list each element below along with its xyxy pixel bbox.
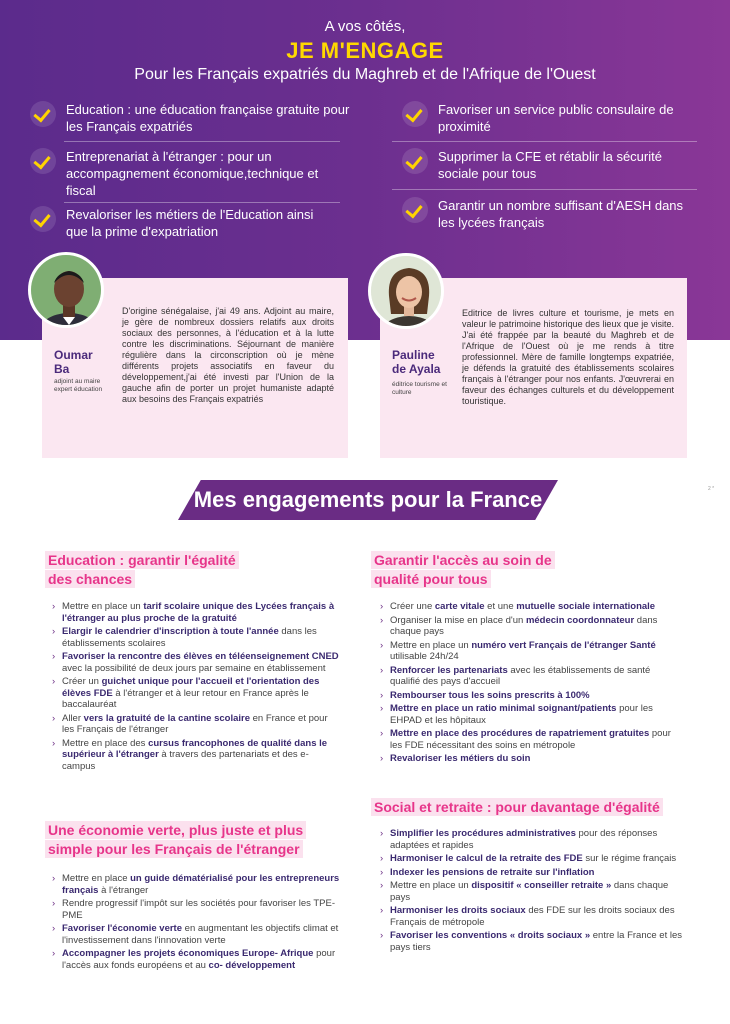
pledge-item: [402, 101, 702, 135]
list-item: › Elargir le calendrier d'inscription à toute l'année dans les établissements scolaires: [52, 626, 341, 649]
emphasis-text: Indexer les pensions de retraite sur l'inflation: [390, 866, 595, 878]
section-title-text: Social et retraite : pour davantage d'égalité: [371, 798, 663, 816]
list-item: › Mettre en place un tarif scolaire unique des Lycées français à l'étranger au plus proche de la gratuité: [52, 601, 341, 624]
candidate-last-name: Ba: [54, 362, 70, 376]
check-icon: [402, 148, 428, 174]
emphasis-text: co- développement: [208, 959, 296, 971]
list-item: › Mettre en place un guide dématérialisé pour les entrepreneurs français à l'étranger: [52, 873, 341, 896]
list-item: [380, 753, 682, 765]
divider: [64, 202, 340, 203]
emphasis-text: Renforcer les partenariats: [390, 664, 508, 676]
list-item: › Organiser la mise en place d'un médecin coordonnateur dans chaque pays: [380, 615, 682, 638]
emphasis-text: Favoriser les conventions « droits sociaux »: [390, 930, 591, 941]
bullet-list-economy: [52, 873, 341, 973]
list-item: › Mettre en place des procédures de rapatriement gratuites pour les FDE nécessitant des soins en métropole: [380, 728, 682, 751]
section-title-economy: [45, 821, 330, 859]
emphasis-text: vers la gratuité de la cantine scolaire: [83, 712, 250, 724]
emphasis-text: Harmoniser les droits sociaux: [390, 905, 526, 916]
bullet-list-social: [380, 828, 682, 955]
pledge-text: Education : une éducation française gratuite pour les Français expatriés: [66, 102, 350, 134]
list-item: › Favoriser l'économie verte en augmentant les objectifs climat et l'investissement dans l'innovation verte: [52, 923, 341, 946]
emphasis-text: numéro vert Français de l'étranger Santé: [471, 639, 656, 651]
section-title-education: [45, 551, 245, 589]
emphasis-text: guichet unique pour l'accueil et l'orientation des élèves FDE: [62, 676, 320, 699]
intro-text: A vos côtés,: [324, 18, 406, 35]
list-item: › Simplifier les procédures administratives pour des réponses adaptées et rapides: [380, 828, 682, 851]
check-icon: [30, 101, 56, 127]
pledge-text: Revaloriser les métiers de l'Education ainsi que la prime d'expatriation: [66, 207, 314, 239]
emphasis-text: carte vitale: [434, 601, 485, 612]
avatar-pauline-photo: [368, 253, 444, 329]
list-item: › Mettre en place un ratio minimal soignant/patients pour les EHPAD et les hôpitaux: [380, 703, 682, 726]
list-item: › Accompagner les projets économiques Europe- Afrique pour l'accès aux fonds européens et au co- développement: [52, 948, 341, 971]
candidate-name: [54, 348, 114, 376]
pledge-text: Garantir un nombre suffisant d'AESH dans les lycées français: [438, 198, 684, 230]
emphasis-text: médecin coordonnateur: [525, 614, 635, 626]
emphasis-text: Revaloriser les métiers du soin: [390, 753, 531, 764]
list-item: › Mettre en place un dispositif « conseiller retraite » dans chaque pays: [380, 880, 682, 903]
divider: [392, 189, 697, 190]
candidate-role: adjoint au maire expert éducation: [54, 378, 103, 393]
emphasis-text: dispositif « conseiller retraite »: [471, 880, 612, 891]
check-icon: [402, 197, 428, 223]
emphasis-text: Rembourser tous les soins prescrits à 100%: [390, 689, 590, 701]
emphasis-text: Mettre en place un ratio minimal soignant/patients: [390, 703, 617, 714]
emphasis-text: tarif scolaire unique des Lycées français à l'étranger au plus proche de la gratuité: [62, 601, 335, 624]
list-item: › Mettre en place des cursus francophones de qualité dans le supérieur à l'étranger à travers des partenariats et des e-campus: [52, 738, 341, 773]
emphasis-text: mutuelle sociale internationale: [516, 601, 656, 612]
list-item: › Harmoniser le calcul de la retraite des FDE sur le régime français: [380, 853, 682, 865]
section-title-text: Garantir l'accès au soin de qualité pour tous: [371, 551, 555, 588]
bullet-list-health: [380, 601, 682, 767]
list-item: › Renforcer les partenariats avec les établissements de santé qualifié des pays d'accueil: [380, 665, 682, 688]
list-item: [380, 867, 682, 879]
pledge-item: [402, 148, 702, 182]
candidate-first-name: Pauline: [392, 348, 435, 362]
emphasis-text: Favoriser la rencontre des élèves en téléenseignement CNED: [62, 651, 339, 662]
list-item: [380, 690, 682, 702]
bullet-list-education: [52, 601, 341, 774]
list-item: › Mettre en place un numéro vert Français de l'étranger Santé utilisable 24h/24: [380, 640, 682, 663]
emphasis-text: Harmoniser le calcul de la retraite des FDE: [390, 853, 583, 864]
emphasis-text: Simplifier les procédures administratives: [390, 828, 576, 839]
emphasis-text: Mettre en place des procédures de rapatriement gratuites: [390, 728, 650, 739]
section-title-health: [371, 551, 571, 589]
emphasis-text: Favoriser l'économie verte: [62, 923, 183, 934]
list-item: › Harmoniser les droits sociaux des FDE sur les droits sociaux des Français de métropole: [380, 905, 682, 928]
section-title-social: [371, 798, 691, 817]
check-icon: [402, 101, 428, 127]
list-item: › Favoriser les conventions « droits sociaux » entre la France et les pays tiers: [380, 930, 682, 953]
divider: [64, 141, 340, 142]
candidate-name: [392, 348, 462, 376]
list-item: › Créer une carte vitale et une mutuelle sociale internationale: [380, 601, 682, 613]
headline: JE M'ENGAGE: [286, 38, 444, 63]
candidate-role: éditrice tourisme et culture: [392, 381, 447, 396]
section-title-text: Une économie verte, plus juste et plus simple pour les Français de l'étranger: [45, 821, 306, 858]
pledge-item: [30, 148, 350, 199]
check-icon: [30, 148, 56, 174]
list-item: › Rendre progressif l'impôt sur les sociétés pour favoriser les TPE-PME: [52, 898, 341, 921]
emphasis-text: Elargir le calendrier d'inscription à toute l'année: [62, 626, 279, 637]
divider: [392, 141, 697, 142]
section-banner-title: Mes engagements pour la France: [193, 487, 543, 512]
candidate-first-name: Oumar: [54, 348, 93, 362]
check-icon: [30, 206, 56, 232]
subtitle: Pour les Français expatriés du Maghreb et de l'Afrique de l'Ouest: [134, 66, 596, 83]
candidate-bio: D'origine sénégalaise, j'ai 49 ans. Adjoint au maire, je gère de nombreux dossiers relatifs aux droits sociaux des personnes, à l'éducation et à la lutte contre les discriminations. Séjournant de manière régulière dans la circonscription où je mène différents projets associatifs en faveur du développement,j'ai été investi par l'Union de la gauche afin de porter un projet humaniste adapté aux besoins des Français expatriés: [122, 306, 334, 404]
pledge-text: Supprimer la CFE et rétablir la sécurité sociale pour tous: [438, 149, 662, 181]
emphasis-text: un guide dématérialisé pour les entrepreneurs français: [62, 873, 340, 896]
avatar-oumar-photo: [28, 252, 104, 328]
pledge-item: [402, 197, 702, 231]
page-mark: 2 *: [708, 486, 715, 492]
pledge-text: Favoriser un service public consulaire de proximité: [438, 102, 674, 134]
pledge-item: [30, 101, 350, 135]
pledge-item: [30, 206, 330, 240]
candidate-last-name: de Ayala: [392, 362, 441, 376]
emphasis-text: cursus francophones de qualité dans le supérieur à l'étranger: [62, 737, 328, 760]
list-item: › Créer un guichet unique pour l'accueil et l'orientation des élèves FDE à l'étranger et à leur retour en France après le baccalauréat: [52, 676, 341, 711]
list-item: › Aller vers la gratuité de la cantine scolaire en France et pour les Français de l'étranger: [52, 713, 341, 736]
emphasis-text: Accompagner les projets économiques Europe- Afrique: [62, 948, 314, 959]
section-title-text: Education : garantir l'égalité des chances: [45, 551, 239, 588]
pledge-text: Entreprenariat à l'étranger : pour un accompagnement économique,technique et fiscal: [66, 149, 319, 198]
candidate-bio: Editrice de livres culture et tourisme, je mets en valeur le patrimoine historique des lieux que je visite. J'ai été frappée par la beauté du Maghreb et de l'Afrique de l'Ouest où je me rends à titre professionnel. Mère de famille longtemps expatriée, je défends la gratuité des établissements scolaires français à l'étranger pour nos enfants. J'œuvrerai en faveur des échanges culturels et du développement touristique.: [462, 308, 674, 406]
list-item: › Favoriser la rencontre des élèves en téléenseignement CNED avec la possibilité de deux jours par semaine en établissement: [52, 651, 341, 674]
